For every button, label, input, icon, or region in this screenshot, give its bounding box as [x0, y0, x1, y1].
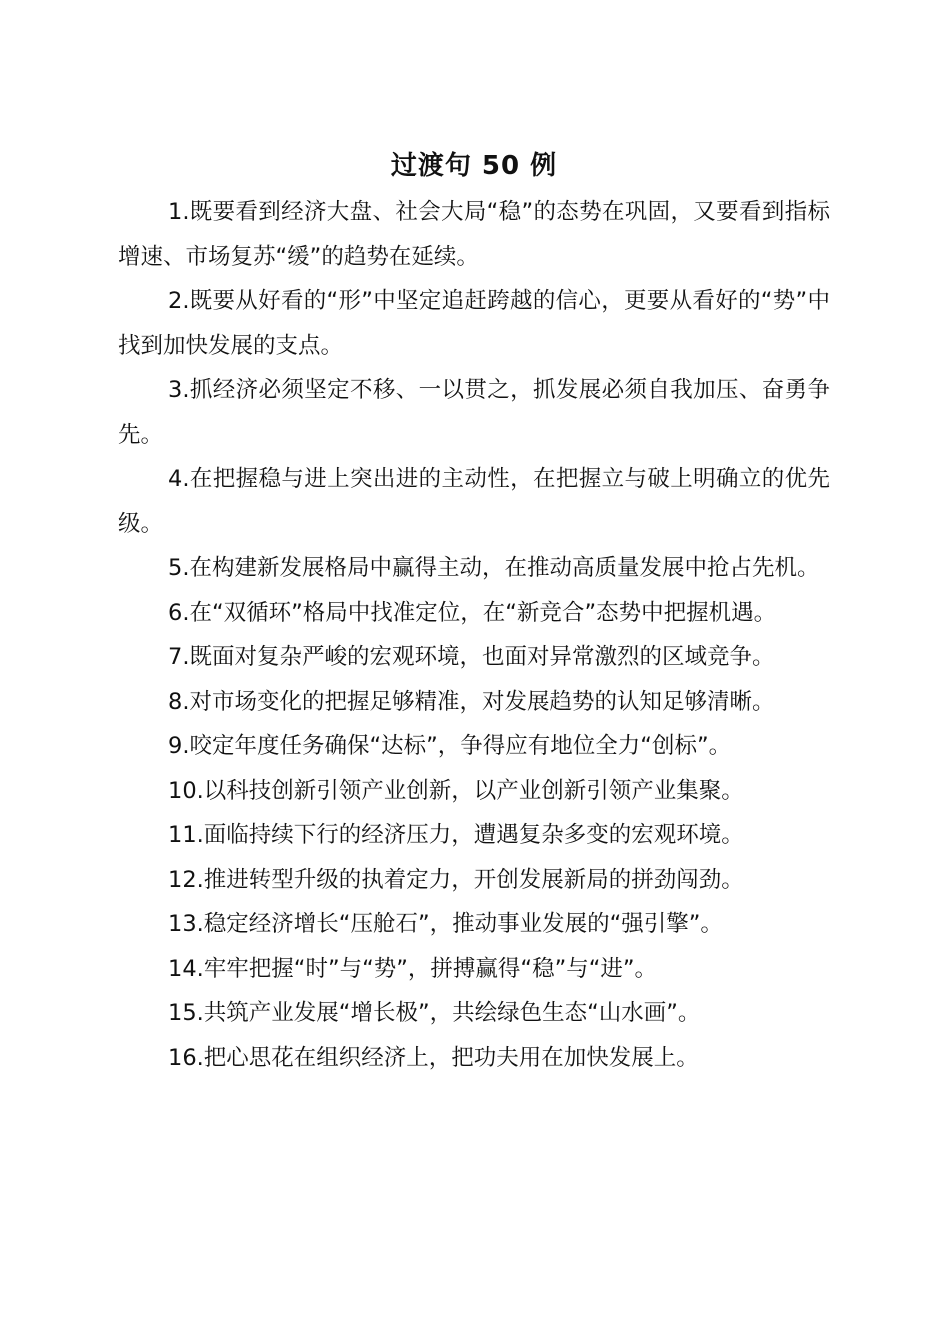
- list-item: 16.把心思花在组织经济上，把功夫用在加快发展上。: [168, 1044, 699, 1071]
- list-item: 3.抓经济必须坚定不移、一以贯之，抓发展必须自我加压、奋勇争先。: [118, 377, 830, 448]
- list-item: 6.在“双循环”格局中找准定位，在“新竞合”态势中把握机遇。: [168, 599, 777, 626]
- list-item: 12.推进转型升级的执着定力，开创发展新局的拼劲闯劲。: [168, 866, 744, 893]
- list-item: 13.稳定经济增长“压舱石”，推动事业发展的“强引擎”。: [168, 911, 723, 937]
- list-item: 14.牢牢把握“时”与“势”，拼搏赢得“稳”与“进”。: [168, 955, 658, 982]
- list-item: 8.对市场变化的把握足够精准，对发展趋势的认知足够清晰。: [168, 688, 775, 715]
- list-item: 7.既面对复杂严峻的宏观环境，也面对异常激烈的区域竞争。: [168, 644, 775, 670]
- list-item: 11.面临持续下行的经济压力，遭遇复杂多变的宏观环境。: [168, 822, 744, 848]
- list-item: 10.以科技创新引领产业创新，以产业创新引领产业集聚。: [168, 777, 744, 804]
- list-item: 5.在构建新发展格局中赢得主动，在推动高质量发展中抢占先机。: [168, 555, 820, 581]
- document-title: 过渡句 50 例: [390, 151, 558, 181]
- list-item: 2.既要从好看的“形”中坚定追赶跨越的信心，更要从看好的“势”中找到加快发展的支点。: [118, 288, 830, 359]
- list-item: 4.在把握稳与进上突出进的主动性，在把握立与破上明确立的优先级。: [118, 466, 830, 537]
- list-item: 1.既要看到经济大盘、社会大局“稳”的态势在巩固，又要看到指标增速、市场复苏“缓”的趋势在延续。: [118, 199, 830, 270]
- list-item: 9.咬定年度任务确保“达标”，争得应有地位全力“创标”。: [168, 733, 732, 759]
- list-item: 15.共筑产业发展“增长极”，共绘绿色生态“山水画”。: [168, 1000, 701, 1026]
- document-page: [118, 146, 830, 1080]
